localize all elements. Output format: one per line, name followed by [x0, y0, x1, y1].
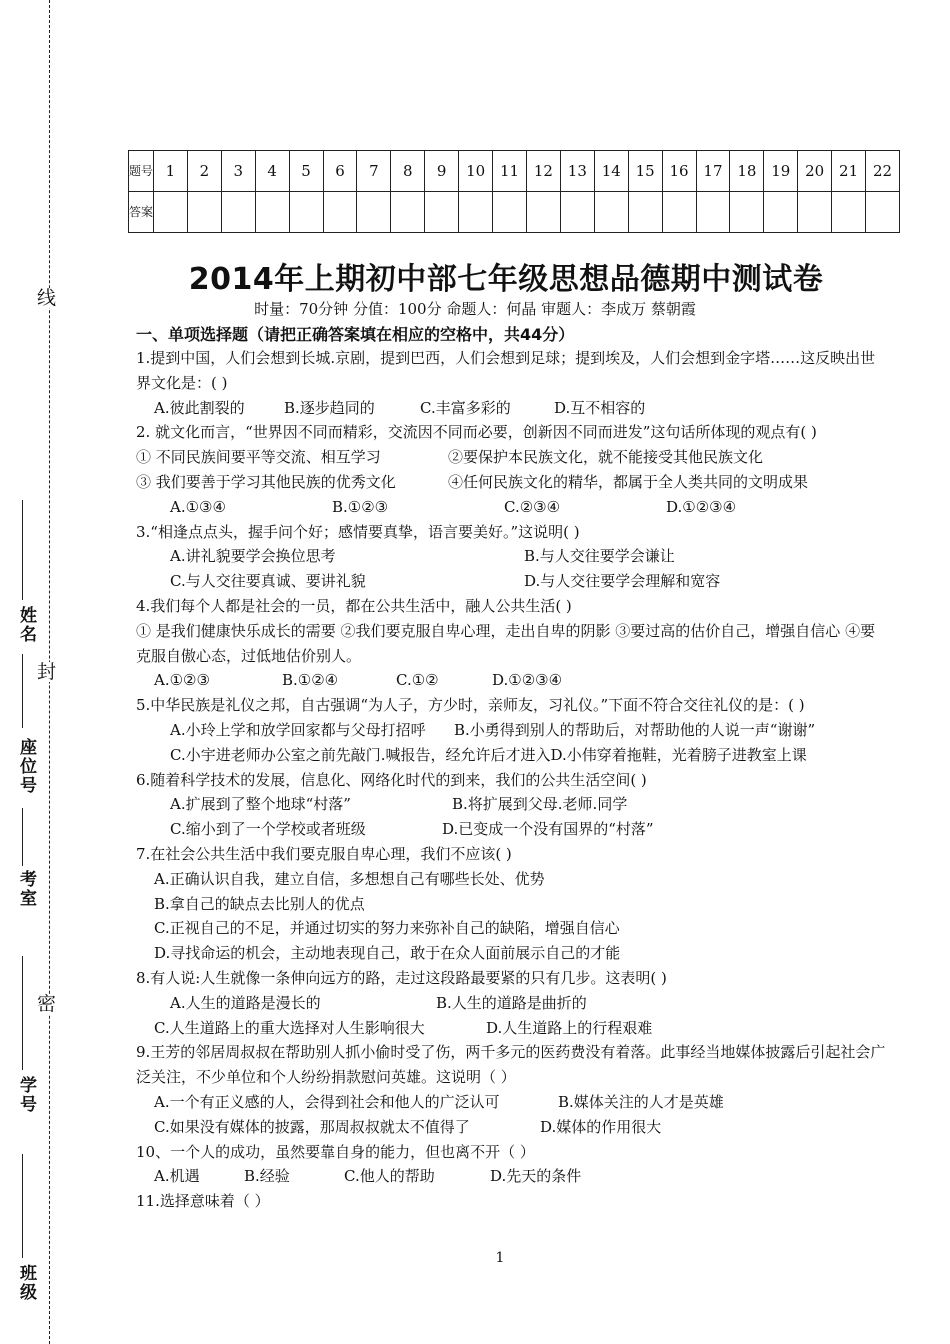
grid-number-cell: 8 [391, 151, 425, 192]
answer-cell[interactable] [493, 192, 527, 233]
answer-cell[interactable] [696, 192, 730, 233]
option[interactable]: D.与人交往要学会理解和宽容 [524, 572, 721, 591]
question-10-stem: 10、一个人的成功，虽然要靠自身的能力，但也离不开（ ） [136, 1142, 535, 1161]
option[interactable]: B.拿自己的缺点去比别人的优点 [154, 894, 365, 913]
exam-title: 2014年上期初中部七年级思想品德期中测试卷 [188, 262, 824, 297]
option[interactable]: D.①②③④ [492, 671, 563, 690]
question-9-stem: 9.王芳的邻居周叔叔在帮助别人抓小偷时受了伤，两千多元的医药费没有着落。此事经当地媒体披露后引起社会广泛关注，不少单位和个人纷纷捐款慰问英雄。这说明（ ） [136, 1043, 886, 1087]
option[interactable]: C.他人的帮助 [344, 1167, 435, 1186]
option[interactable]: A.一个有正义感的人，会得到社会和他人的广泛认可 [154, 1092, 500, 1111]
grid-row-label-answer: 答案 [129, 192, 154, 233]
seal-char-line: 线 [37, 287, 57, 309]
question-5-options [136, 718, 886, 743]
grid-number-cell: 14 [594, 151, 628, 192]
option[interactable]: A.机遇 [154, 1167, 200, 1186]
seat-field-label: 座位号 [16, 738, 36, 795]
question-3-options [136, 569, 886, 594]
answer-grid-answer-row [129, 192, 900, 233]
answer-grid-number-row [129, 151, 900, 192]
seat-blank-line[interactable] [22, 654, 23, 728]
option[interactable]: D.小伟穿着拖鞋，光着膀子进教室上课 [550, 745, 807, 764]
grid-number-cell: 5 [289, 151, 323, 192]
option[interactable]: B.逐步趋同的 [284, 398, 375, 417]
grid-number-cell: 18 [730, 151, 764, 192]
answer-cell[interactable] [730, 192, 764, 233]
grid-number-cell: 17 [696, 151, 730, 192]
answer-cell[interactable] [798, 192, 832, 233]
student-id-field-label: 学号 [16, 1076, 36, 1114]
answer-cell[interactable] [459, 192, 493, 233]
question-6-options [136, 817, 886, 842]
option[interactable]: B.人生的道路是曲折的 [436, 993, 587, 1012]
grid-number-cell: 9 [425, 151, 459, 192]
question-2-stem: 2. 就文化而言，“世界因不同而精彩，交流因不同而必要，创新因不同而进发”这句话所体现的观点有( ) [136, 423, 817, 442]
question-6-stem: 6.随着科学技术的发展，信息化、网络化时代的到来，我们的公共生活空间( ) [136, 770, 647, 789]
option[interactable]: D.寻找命运的机会，主动地表现自己，敢于在众人面前展示自己的才能 [154, 944, 621, 963]
grid-number-cell: 16 [662, 151, 696, 192]
class-blank-line[interactable] [22, 1154, 23, 1258]
answer-cell[interactable] [255, 192, 289, 233]
class-field-label: 班级 [16, 1264, 36, 1302]
option[interactable]: A.扩展到了整个地球“村落” [170, 795, 351, 814]
statement: ③ 我们要善于学习其他民族的优秀文化 [136, 472, 396, 491]
answer-cell[interactable] [662, 192, 696, 233]
option[interactable]: C.丰富多彩的 [420, 398, 511, 417]
question-1-stem: 1.提到中国，人们会想到长城.京剧，提到巴西，人们会想到足球；提到埃及，人们会想到金字塔……这反映出世界文化是：( ) [136, 349, 876, 392]
grid-number-cell: 12 [526, 151, 560, 192]
answer-cell[interactable] [357, 192, 391, 233]
option[interactable]: B.与人交往要学会谦让 [524, 547, 675, 566]
question-5-stem: 5.中华民族是礼仪之邦，自古强调“为人子，方少时，亲师友，习礼仪。”下面不符合交往礼仪的是：( ) [136, 696, 805, 715]
question-5-options [136, 743, 886, 768]
grid-number-cell: 15 [628, 151, 662, 192]
option[interactable]: B.①②④ [282, 671, 339, 690]
name-field-label: 姓名 [16, 606, 36, 644]
answer-cell[interactable] [187, 192, 221, 233]
question-8-options [136, 991, 886, 1016]
answer-cell[interactable] [764, 192, 798, 233]
grid-number-cell: 11 [493, 151, 527, 192]
grid-number-cell: 4 [255, 151, 289, 192]
option[interactable]: B.将扩展到父母.老师.同学 [452, 795, 628, 814]
answer-cell[interactable] [526, 192, 560, 233]
option[interactable]: A.①②③ [154, 671, 210, 690]
question-2-statements [136, 470, 886, 495]
option[interactable]: A.正确认识自我，建立自信，多想想自己有哪些长处、优势 [154, 869, 545, 888]
question-7-stem: 7.在社会公共生活中我们要克服自卑心理，我们不应该( ) [136, 844, 512, 863]
question-8-options [136, 1016, 886, 1041]
grid-number-cell: 22 [866, 151, 900, 192]
grid-number-cell: 21 [832, 151, 866, 192]
student-id-blank-line[interactable] [22, 956, 23, 1070]
option[interactable]: C.与人交往要真诚、要讲礼貌 [170, 572, 366, 591]
question-3-stem: 3.“相逢点点头，握手问个好；感情要真挚，语言要美好。”这说明( ) [136, 522, 580, 541]
room-blank-line[interactable] [22, 808, 23, 866]
room-field-label: 考室 [16, 870, 36, 908]
statement: ②要保护本民族文化，就不能接受其他民族文化 [448, 448, 764, 467]
question-3-options [136, 544, 886, 569]
question-6-options [136, 792, 886, 817]
grid-number-cell: 3 [221, 151, 255, 192]
question-9-options [136, 1090, 886, 1115]
grid-number-cell: 2 [187, 151, 221, 192]
seal-char-secret: 密 [37, 993, 57, 1015]
option[interactable]: B.①②③ [332, 497, 389, 516]
option[interactable]: C.缩小到了一个学校或者班级 [170, 820, 366, 839]
option[interactable]: B.小勇得到别人的帮助后，对帮助他的人说一声“谢谢” [454, 720, 816, 739]
name-blank-line[interactable] [22, 500, 23, 600]
statement: ④任何民族文化的精华，都属于全人类共同的文明成果 [448, 472, 809, 491]
question-4-stem: 4.我们每个人都是社会的一员，都在公共生活中，融人公共生活( ) [136, 596, 572, 615]
answer-cell[interactable] [323, 192, 357, 233]
option[interactable]: D.先天的条件 [490, 1167, 582, 1186]
grid-number-cell: 20 [798, 151, 832, 192]
option[interactable]: D.①②③④ [666, 497, 737, 516]
option[interactable]: D.人生道路上的行程艰难 [486, 1018, 653, 1037]
option[interactable]: D.互不相容的 [554, 398, 646, 417]
option[interactable]: A.人生的道路是漫长的 [170, 993, 321, 1012]
grid-number-cell: 13 [560, 151, 594, 192]
question-4-options [136, 668, 886, 693]
answer-cell[interactable] [154, 192, 188, 233]
question-2-statements [136, 445, 886, 470]
question-4-body: ① 是我们健康快乐成长的需要 ②我们要克服自卑心理，走出自卑的阴影 ③要过高的估价自己，增强自信心 ④要克服自傲心态，过低地估价别人。 [136, 621, 876, 665]
option[interactable]: A.彼此割裂的 [154, 398, 245, 417]
questions-body [136, 346, 886, 1214]
answer-cell[interactable] [628, 192, 662, 233]
option[interactable]: A.讲礼貌要学会换位思考 [170, 547, 336, 566]
answer-cell[interactable] [594, 192, 628, 233]
option[interactable]: C.正视自己的不足，并通过切实的努力来弥补自己的缺陷，增强自信心 [154, 919, 620, 938]
option[interactable]: D.媒体的作用很大 [540, 1117, 662, 1136]
option[interactable]: B.经验 [244, 1167, 290, 1186]
option[interactable]: C.①② [396, 671, 439, 690]
page-number: 1 [495, 1250, 505, 1266]
option[interactable]: C.小宇进老师办公室之前先敲门.喊报告，经允许后才进入 [170, 745, 551, 764]
question-9-options [136, 1115, 886, 1140]
option[interactable]: C.人生道路上的重大选择对人生影响很大 [154, 1018, 425, 1037]
option[interactable]: B.媒体关注的人才是英雄 [558, 1092, 724, 1111]
option[interactable]: C.如果没有媒体的披露，那周叔叔就太不值得了 [154, 1117, 470, 1136]
answer-cell[interactable] [425, 192, 459, 233]
grid-number-cell: 7 [357, 151, 391, 192]
grid-number-cell: 6 [323, 151, 357, 192]
question-10-options [136, 1164, 886, 1189]
option[interactable]: C.②③④ [504, 497, 561, 516]
answer-cell[interactable] [866, 192, 900, 233]
statement: ① 不同民族间要平等交流、相互学习 [136, 448, 381, 467]
answer-cell[interactable] [221, 192, 255, 233]
question-11-stem: 11.选择意味着（ ） [136, 1192, 270, 1211]
question-1-options [136, 396, 886, 421]
answer-grid [128, 150, 900, 233]
grid-number-cell: 1 [154, 151, 188, 192]
option[interactable]: A.小玲上学和放学回家都与父母打招呼 [170, 720, 426, 739]
section-heading: 一、单项选择题（请把正确答案填在相应的空格中，共44分） [136, 325, 575, 344]
grid-row-label-number: 题号 [129, 151, 154, 192]
option[interactable]: A.①③④ [170, 497, 226, 516]
grid-number-cell: 10 [459, 151, 493, 192]
answer-cell[interactable] [832, 192, 866, 233]
answer-cell[interactable] [560, 192, 594, 233]
question-8-stem: 8.有人说:人生就像一条伸向远方的路，走过这段路最要紧的只有几步。这表明( ) [136, 968, 667, 987]
exam-meta: 时量：70分钟 分值：100分 命题人：何晶 审题人：李成万 蔡朝霞 [254, 300, 696, 318]
question-2-options [136, 495, 886, 520]
grid-number-cell: 19 [764, 151, 798, 192]
seal-char-seal: 封 [37, 661, 57, 683]
answer-cell[interactable] [391, 192, 425, 233]
option[interactable]: D.已变成一个没有国界的“村落” [442, 820, 654, 839]
answer-cell[interactable] [289, 192, 323, 233]
